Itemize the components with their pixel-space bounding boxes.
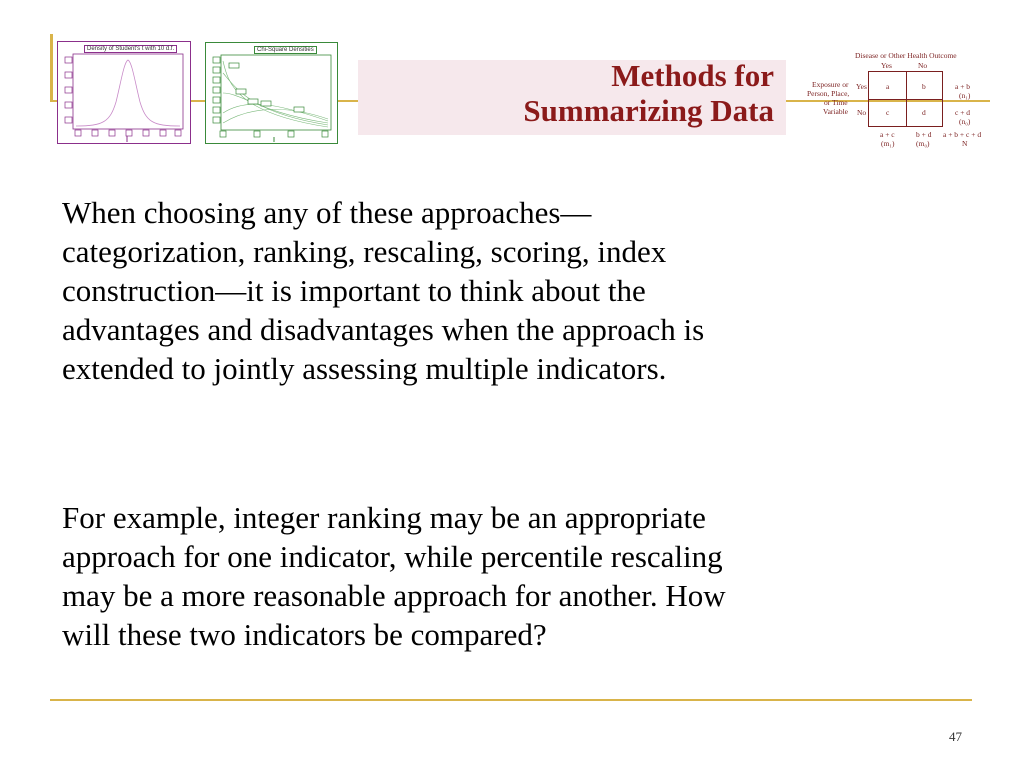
cell-c: c bbox=[886, 108, 890, 117]
t-density-plot bbox=[58, 42, 190, 143]
paragraph-line: categorization, ranking, rescaling, scoring, index bbox=[62, 234, 667, 269]
row-yes-label: Yes bbox=[856, 82, 867, 91]
row-no-label: No bbox=[857, 108, 867, 117]
chi-square-plot bbox=[206, 43, 337, 143]
paragraph-line: will these two indicators be compared? bbox=[62, 617, 547, 652]
row-label-line: Exposure or bbox=[812, 80, 849, 89]
row-total-yes-n: (n₁) bbox=[959, 91, 971, 100]
paragraph-line: advantages and disadvantages when the approach is bbox=[62, 312, 705, 347]
table-header: Disease or Other Health Outcome bbox=[855, 51, 957, 60]
grand-total-n: N bbox=[962, 139, 968, 148]
chi-square-thumbnail bbox=[205, 42, 338, 144]
body-paragraph-1 bbox=[62, 193, 962, 388]
t-density-title: Density of Student's t with 10 d.f. bbox=[84, 45, 177, 53]
chi-square-title: Chi-Square Densities bbox=[254, 46, 317, 54]
paragraph-line: extended to jointly assessing multiple indicators. bbox=[62, 351, 667, 386]
title-line: Methods for bbox=[611, 58, 774, 93]
cell-a: a bbox=[886, 82, 890, 91]
row-total-no: c + d bbox=[955, 108, 971, 117]
paragraph-line: may be a more reasonable approach for another. How bbox=[62, 578, 726, 613]
col-total-yes: a + c bbox=[880, 130, 895, 139]
grand-total: a + b + c + d bbox=[943, 130, 982, 139]
slide-title bbox=[523, 58, 774, 128]
body-paragraph-2 bbox=[62, 498, 962, 654]
cell-d: d bbox=[922, 108, 926, 117]
row-total-yes: a + b bbox=[955, 82, 971, 91]
col-no-label: No bbox=[918, 61, 928, 70]
col-total-yes-m: (m₁) bbox=[881, 139, 895, 148]
row-label-line: or Time bbox=[824, 98, 848, 107]
col-yes-label: Yes bbox=[881, 61, 892, 70]
paragraph-line: construction—it is important to think about the bbox=[62, 273, 646, 308]
page-number: 47 bbox=[949, 729, 962, 744]
col-total-no: b + d bbox=[916, 130, 932, 139]
row-label-line: Person, Place, bbox=[807, 89, 850, 98]
paragraph-line: When choosing any of these approaches— bbox=[62, 195, 592, 230]
paragraph-line: approach for one indicator, while percentile rescaling bbox=[62, 539, 723, 574]
paragraph-line: For example, integer ranking may be an appropriate bbox=[62, 500, 706, 535]
title-line: Summarizing Data bbox=[523, 93, 774, 128]
left-accent-rule bbox=[50, 34, 53, 102]
row-total-no-n: (n₀) bbox=[959, 117, 971, 126]
contingency-labels bbox=[800, 48, 1000, 158]
cell-b: b bbox=[922, 82, 926, 91]
col-total-no-m: (m₀) bbox=[916, 139, 930, 148]
t-density-thumbnail bbox=[57, 41, 191, 144]
bottom-rule bbox=[50, 699, 972, 701]
row-label-line: Variable bbox=[823, 107, 848, 116]
